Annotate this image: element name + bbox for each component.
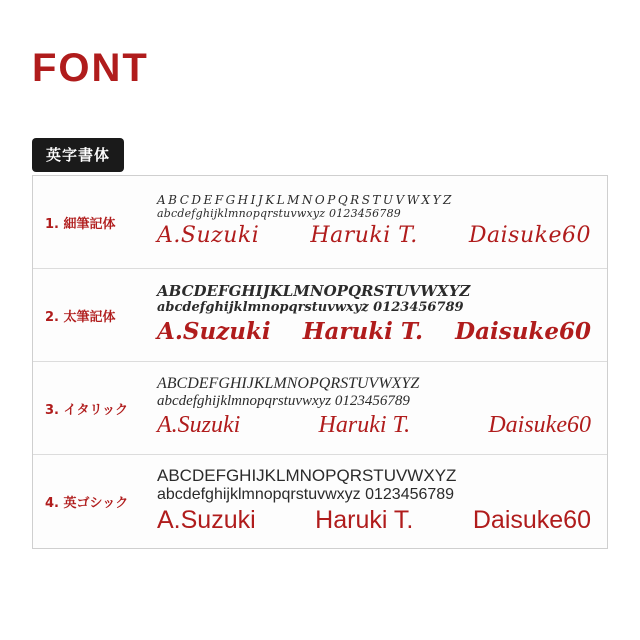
font-row-sample bbox=[151, 367, 607, 450]
name-specimens bbox=[157, 223, 597, 248]
section-tag-label: 英字書体 bbox=[32, 138, 124, 172]
page-title: FONT bbox=[32, 46, 149, 90]
font-row-label: 2. 太筆記体 bbox=[45, 309, 116, 325]
font-row-sample bbox=[151, 458, 607, 545]
name-specimen: Haruki T. bbox=[315, 505, 414, 534]
lowercase-specimen: abcdefghijklmnopqrstuvwxyz 0123456789 bbox=[157, 299, 464, 315]
name-specimens bbox=[157, 412, 597, 439]
font-row-sample bbox=[151, 275, 607, 354]
uppercase-specimen: ABCDEFGHIJKLMNOPQRSTUVWXYZ bbox=[157, 282, 471, 301]
lowercase-specimen: abcdefghijklmnopqrstuvwxyz 0123456789 bbox=[157, 393, 410, 410]
uppercase-specimen: ABCDEFGHIJKLMNOPQRSTUVWXYZ bbox=[157, 193, 454, 208]
font-row-label: 1. 細筆記体 bbox=[45, 216, 116, 232]
table-row bbox=[33, 176, 607, 269]
uppercase-specimen: ABCDEFGHIJKLMNOPQRSTUVWXYZ bbox=[157, 374, 420, 392]
lowercase-specimen: abcdefghijklmnopqrstuvwxyz 0123456789 bbox=[157, 485, 455, 503]
table-row bbox=[33, 455, 607, 548]
font-row-label: 3. イタリック bbox=[45, 402, 128, 418]
name-specimen: A.Suzuki bbox=[157, 317, 271, 345]
name-specimens bbox=[157, 318, 597, 345]
name-specimen: Daisuke60 bbox=[468, 222, 591, 248]
name-specimens bbox=[157, 506, 597, 535]
name-specimen: Haruki T. bbox=[310, 222, 418, 248]
font-row-sample bbox=[151, 186, 607, 257]
name-specimen: A.Suzuki bbox=[157, 505, 256, 534]
name-specimen: A.Suzuki bbox=[157, 412, 241, 439]
font-row-label: 4. 英ゴシック bbox=[45, 496, 129, 511]
lowercase-specimen: abcdefghijklmnopqrstuvwxyz 0123456789 bbox=[157, 207, 401, 221]
name-specimen: Haruki T. bbox=[318, 412, 411, 439]
table-row bbox=[33, 269, 607, 362]
name-specimen: Daisuke60 bbox=[455, 317, 591, 345]
table-row bbox=[33, 362, 607, 455]
name-specimen: Daisuke60 bbox=[472, 505, 591, 534]
name-specimen: Daisuke60 bbox=[488, 412, 591, 439]
name-specimen: A.Suzuki bbox=[157, 222, 260, 248]
uppercase-specimen: ABCDEFGHIJKLMNOPQRSTUVWXYZ bbox=[157, 466, 457, 486]
font-table bbox=[32, 175, 608, 549]
name-specimen: Haruki T. bbox=[302, 317, 424, 345]
